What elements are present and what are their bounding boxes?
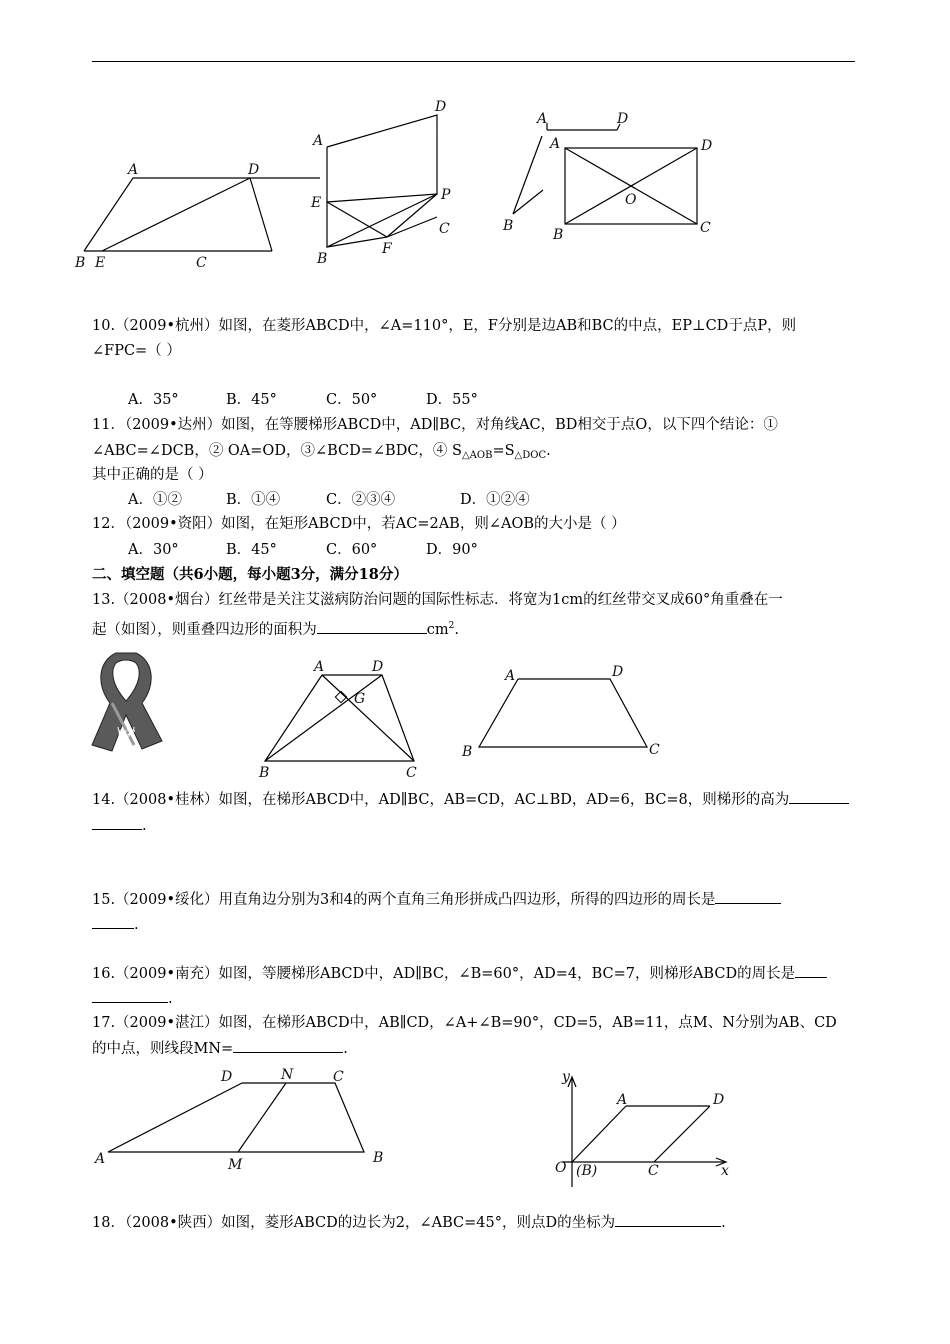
q15-answer-blank-2[interactable] [92, 914, 134, 929]
q11-option-a: A．①② [128, 492, 182, 508]
label-A: A [313, 133, 324, 149]
q16-stem-line2: . [92, 988, 173, 1009]
label-E: E [311, 195, 322, 211]
label-C: C [333, 1069, 344, 1085]
q11-option-c: C．②③④ [326, 492, 396, 508]
label-D: D [713, 1092, 725, 1108]
label-D: D [701, 138, 713, 154]
label-O: O [625, 192, 637, 208]
label-B: B [259, 765, 270, 781]
q10-option-c: C．50° [326, 392, 378, 408]
label-D: D [372, 659, 384, 675]
label-C: C [648, 1163, 659, 1179]
label-A: A [617, 1092, 628, 1108]
q11-option-d: D．①②④ [460, 492, 530, 508]
q14-answer-blank-1[interactable] [789, 789, 849, 804]
q11-stem-line1: 11．（2009•达州）如图，在等腰梯形ABCD中，AD∥BC，对角线AC，BD相交于点O，以下四个结论：① [92, 417, 778, 433]
q11-option-b: B．①④ [226, 492, 281, 508]
ribbon-angle-label: 60° [118, 729, 136, 740]
q10-option-b: B．45° [226, 392, 277, 408]
header-rule [92, 61, 855, 62]
label-y: y [562, 1069, 570, 1085]
q18-stem: 18．（2008•陕西）如图，菱形ABCD的边长为2，∠ABC=45°，则点D的坐标为 . [92, 1212, 726, 1233]
q12-option-b: B．45° [226, 542, 277, 558]
label-C: C [439, 221, 450, 237]
label-A: A [505, 668, 516, 684]
q15-answer-blank-1[interactable] [715, 889, 781, 904]
label-B: B [75, 255, 86, 271]
figure-coordinate-q18 [540, 1065, 735, 1190]
q13-answer-blank[interactable] [317, 619, 427, 634]
label-M: M [228, 1157, 243, 1173]
figure-rhombus-q11 [305, 95, 465, 270]
q10-option-a: A．35° [128, 392, 179, 408]
q12-option-a: A．30° [128, 542, 179, 558]
q13-stem-line2: 起（如图），则重叠四边形的面积为 $cm^2$. [92, 621, 459, 638]
q17-stem-line2: 的中点，则线段MN= . [92, 1038, 348, 1059]
q10-stem-line1: 10.（2009•杭州）如图，在菱形ABCD中，∠A=110°，E，F分别是边AB和BC的中点，EP⊥CD于点P，则 [92, 318, 797, 334]
q10-options [128, 390, 478, 410]
label-D: D [248, 162, 260, 178]
label-E: E [95, 255, 106, 271]
label-B: B [373, 1150, 384, 1166]
q15-stem: 15.（2009•绥化）用直角边分别为3和4的两个直角三角形拼成凸四边形，所得的四边形的周长是 [92, 889, 781, 910]
figure-trapezoid-q17 [90, 1062, 390, 1177]
q10-option-d: D．55° [426, 392, 478, 408]
label-D: D [221, 1069, 233, 1085]
q17-stem-line1: 17.（2009•湛江）如图，在梯形ABCD中，AB∥CD，∠A+∠B=90°，CD=5，AB=11，点M、N分别为AB、CD [92, 1015, 837, 1031]
q13-stem-line1: 13.（2008•烟台）红丝带是关注艾滋病防治问题的国际性标志．将宽为1cm的红丝带交叉成60°角重叠在一 [92, 592, 783, 608]
label-C: C [649, 742, 660, 758]
label-B: (B) [576, 1163, 598, 1179]
label-N: N [281, 1067, 294, 1083]
label-A: A [95, 1151, 106, 1167]
label-O: O [555, 1160, 567, 1176]
q11-stem-line2: ∠ABC=∠DCB，② OA=OD，③∠BCD=∠BDC，④ $S_{\triangle AOB}=S_{\triangle DOC}$. [92, 443, 551, 461]
label-F: F [382, 241, 392, 257]
label-C: C [196, 255, 207, 271]
q10-stem-line2: ∠FPC=（ ） [92, 343, 181, 359]
q15-stem-line2: . [92, 914, 139, 935]
label-P: P [441, 187, 451, 203]
q14-stem: 14.（2008•桂林）如图，在梯形ABCD中，AD∥BC，AB=CD，AC⊥BD，AD=6，BC=8，则梯形的高为 [92, 789, 849, 810]
q12-option-c: C．60° [326, 542, 378, 558]
q16-answer-blank-1[interactable] [795, 963, 827, 978]
q18-answer-blank[interactable] [615, 1212, 721, 1227]
figure-rhombus-q10 [70, 150, 270, 275]
label-G: G [354, 691, 366, 707]
q11-stem-line3: 其中正确的是（ ） [92, 467, 213, 483]
section-heading: 二、填空题（共6小题，每小题3分，满分18分） [92, 566, 408, 583]
q12-stem: 12．（2009•资阳）如图，在矩形ABCD中，若AC=2AB，则∠AOB的大小是（ ） [92, 516, 626, 532]
figure-rectangle-q12 [495, 108, 720, 248]
label-B-left: B [503, 218, 514, 234]
figure-red-ribbon [88, 645, 168, 757]
label-B: B [462, 744, 473, 760]
label-A: A [550, 136, 561, 152]
figure-trapezoid-q14 [250, 655, 425, 780]
q12-option-d: D．90° [426, 542, 478, 558]
figure-trapezoid-q16 [455, 660, 670, 760]
label-B: B [317, 251, 328, 267]
q16-stem: 16.（2009•南充）如图，等腰梯形ABCD中，AD∥BC，∠B=60°，AD=4，BC=7，则梯形ABCD的周长是 [92, 963, 827, 984]
q12-options [128, 540, 478, 560]
label-C: C [406, 765, 417, 781]
label-B: B [553, 227, 564, 243]
q14-stem-line2: . [92, 815, 147, 836]
label-A-top: A [537, 111, 548, 127]
label-A: A [314, 659, 325, 675]
label-D: D [612, 664, 624, 680]
q16-answer-blank-2[interactable] [92, 988, 168, 1003]
q14-answer-blank-2[interactable] [92, 815, 142, 830]
label-C: C [700, 220, 711, 236]
label-x: x [721, 1163, 729, 1179]
label-A: A [128, 162, 139, 178]
label-D: D [435, 99, 447, 115]
label-D-top: D [617, 111, 629, 127]
q11-options [128, 490, 530, 510]
q17-answer-blank[interactable] [233, 1038, 343, 1053]
